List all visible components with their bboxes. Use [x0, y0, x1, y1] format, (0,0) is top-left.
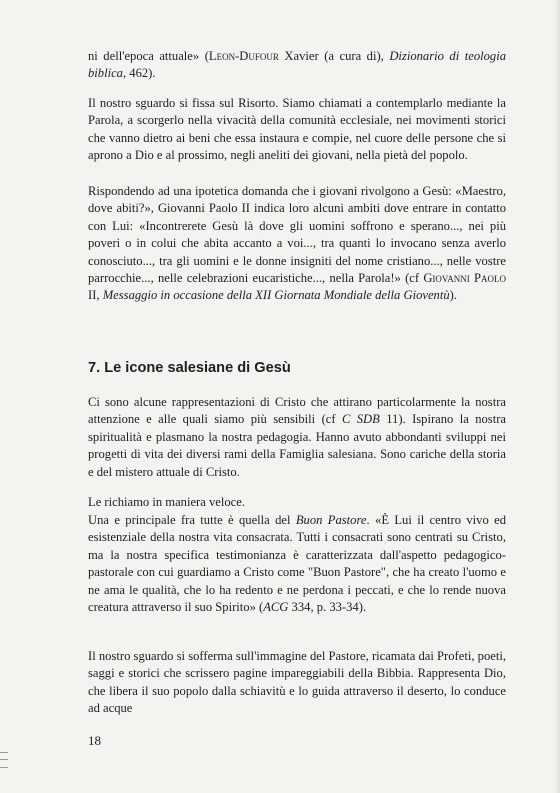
- author-name: Leon-Dufour: [208, 49, 279, 63]
- book-title: Dizionario di teologia biblica: [88, 49, 507, 81]
- section-heading: 7. Le icone salesiane di Gesù: [88, 360, 291, 376]
- paragraph-buon-pastore: [88, 512, 506, 616]
- text-run: 334, p. 33-34).: [288, 600, 367, 615]
- paragraph-citation-continuation: [88, 48, 506, 83]
- text-run: ).: [449, 288, 457, 303]
- text-run: Rispondendo ad una ipotetica domanda che i giovani rivolgono a Gesù: «Maestro, dove abiti?», Giovanni Paolo II indica loro alcuni ambiti dove entrare in contatto con Lui: «Incontrerete Gesù là dove gli uomini soffrono e sperano..., nei più poveri o in colui che abita accanto a voi..., tra quanti lo invocano senza averlo conosciuto..., tra gli uomini e le donne insigniti del nome cristiano..., nelle vostre parrocchie..., nelle celebrazioni eucaristiche..., nella Parola!» (cf: [88, 184, 506, 286]
- italic-term: Buon Pastore: [295, 513, 367, 527]
- text-run: 11). Ispirano la nostra spiritualità e plasmano la nostra pedagogia. Hanno avuto abbondanti sviluppi nei progetti di vita dei diversi rami della Famiglia salesiana. Sono cariche della storia e del mistero attuale di Cristo.: [88, 412, 506, 479]
- text-run: Xavier (a cura di),: [278, 49, 390, 63]
- document-title: Messaggio in occasione della XII Giornata Mondiale della Gioventù: [102, 288, 450, 303]
- text-run: Una e principale fra tutte è quella del: [88, 513, 296, 527]
- text-run: , 462).: [122, 66, 156, 81]
- author-name: Giovanni Paolo II: [88, 271, 507, 303]
- page-edge-shadow: [554, 0, 560, 793]
- text-run: ,: [96, 288, 103, 303]
- text-run: ni dell'epoca attuale» (: [88, 49, 209, 63]
- page-number: 18: [88, 733, 101, 748]
- reference-abbreviation: ACG: [263, 600, 289, 615]
- paragraph-giovanni-paolo: [88, 183, 506, 305]
- margin-mark: [0, 752, 8, 768]
- text-run: . «È Lui il centro vivo ed esistenziale della nostra vita consacrata. Tutti i consacrati sono centrati su Cristo, ma la nostra specifica testimonianza è caratterizzata dall'aspetto pedagogico-pastorale con cui guardiamo a Cristo come "Buon Pastore", che ha creato l'uomo e ne ama le qualità, che lo ha redento e ne perdona i peccati, e che lo rende nuova creatura attraverso il suo Spirito» (: [88, 513, 506, 615]
- text-run: Ci sono alcune rappresentazioni di Cristo che attirano particolarmente la nostra attenzione e alle quali siamo più sensibili (cf: [88, 395, 506, 427]
- reference-abbreviation: C SDB: [341, 412, 380, 427]
- paragraph-rappresentazioni: [88, 394, 506, 481]
- paragraph-pastore-immagine: Il nostro sguardo si sofferma sull'immagine del Pastore, ricamata dai Profeti, poeti, saggi e storici che scrissero pagine impareggiabili della Bibbia. Rappresenta Dio, che libera il suo popolo dalla schiavitù e lo guida attraverso il deserto, lo conduce ad acque: [88, 649, 506, 716]
- paragraph-risorto: Il nostro sguardo si fissa sul Risorto. Siamo chiamati a contemplarlo mediante la Parola, a scorgerlo nella vivacità della comunità ecclesiale, nei movimenti storici che vanno dietro ai beni che essa instaura e compie, nel cuore delle persone che si aprono a Dio e al prossimo, negli aneliti dei giovani, nella pietà del popolo.: [88, 96, 506, 163]
- paragraph-richiamo: Le richiamo in maniera veloce.: [88, 495, 245, 509]
